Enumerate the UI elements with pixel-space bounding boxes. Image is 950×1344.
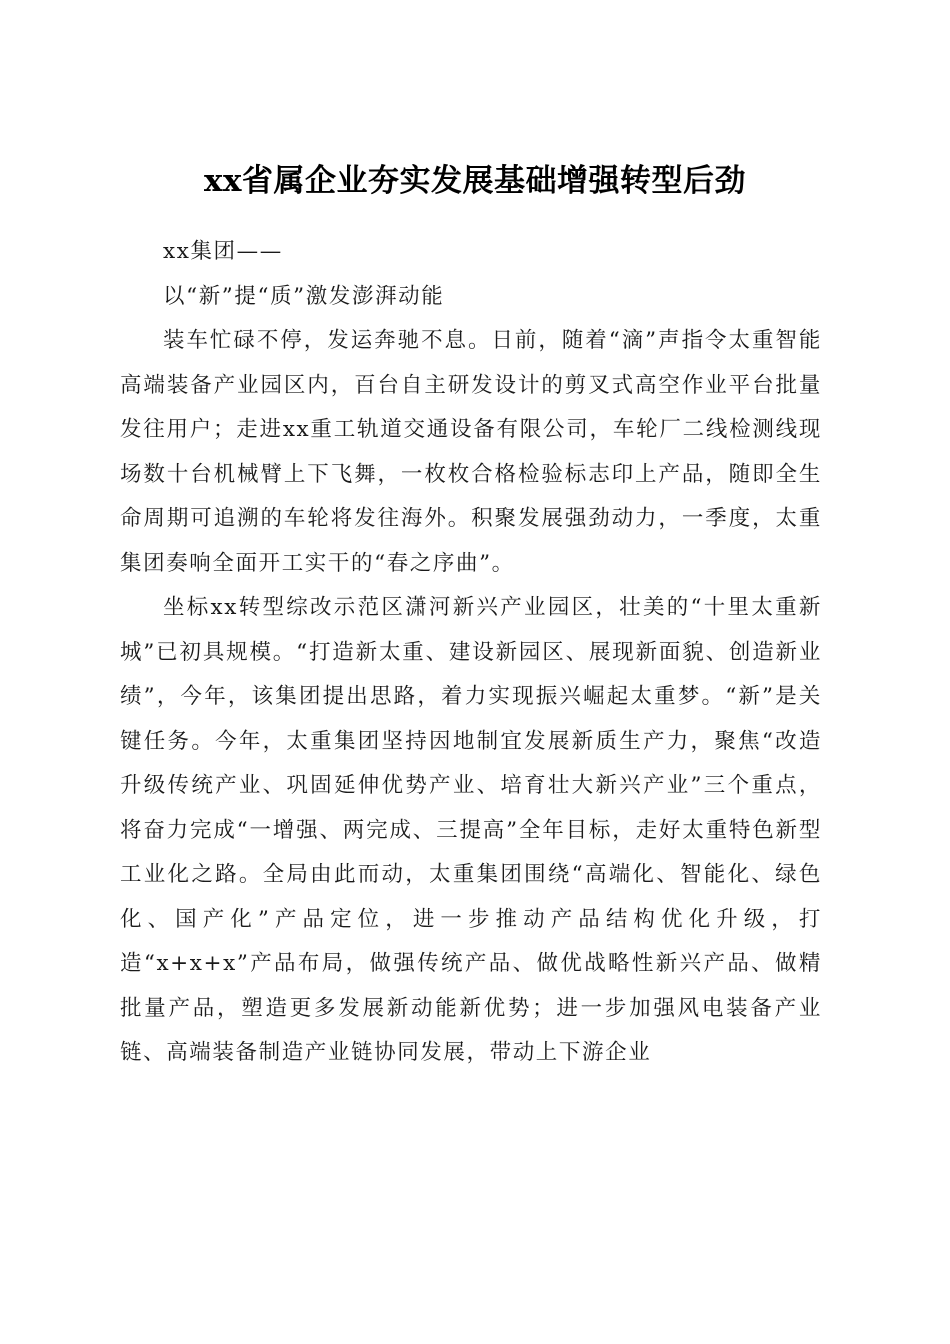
document-title: xx省属企业夯实发展基础增强转型后劲 (204, 162, 746, 199)
subheading-theme: 以“新”提“质”激发澎湃动能 (163, 283, 445, 309)
paragraph: 装车忙碌不停，发运奔驰不息。日前，随着“滴”声指令太重智能高端装备产业园区内，百台自主研发设计的剪叉式高空作业平台批量发往用户；走进xx重工轨道交通设备有限公司，车轮厂二线检测线现场数十台机械臂上下飞舞，一枚枚合格检验标志印上产品，随即全生命周期可追溯的车轮将发往海外。积聚发展强劲动力，一季度，太重集团奏响全面开工实干的“春之序曲”。 (120, 328, 822, 576)
subheading-organization: xx集团—— (163, 239, 283, 264)
paragraph: 坐标xx转型综改示范区潇河新兴产业园区，壮美的“十里太重新城”已初具规模。“打造新太重、建设新园区、展现新面貌、创造新业绩”，今年，该集团提出思路，着力实现振兴崛起太重梦。“新”是关键任务。今年，太重集团坚持因地制宜发展新质生产力，聚焦“改造升级传统产业、巩固延伸优势产业、培育壮大新兴产业”三个重点，将奋力完成“一增强、两完成、三提高”全年目标，走好太重特色新型工业化之路。全局由此而动，太重集团围绕“高端化、智能化、绿色化、国产化”产品定位，进一步推动产品结构优化升级，打造“x+x+x”产品布局，做强传统产品、做优战略性新兴产品、做精批量产品，塑造更多发展新动能新优势；进一步加强风电装备产业链、高端装备制造产业链协同发展，带动上下游企业 (120, 595, 822, 1065)
document-body (120, 230, 822, 1076)
